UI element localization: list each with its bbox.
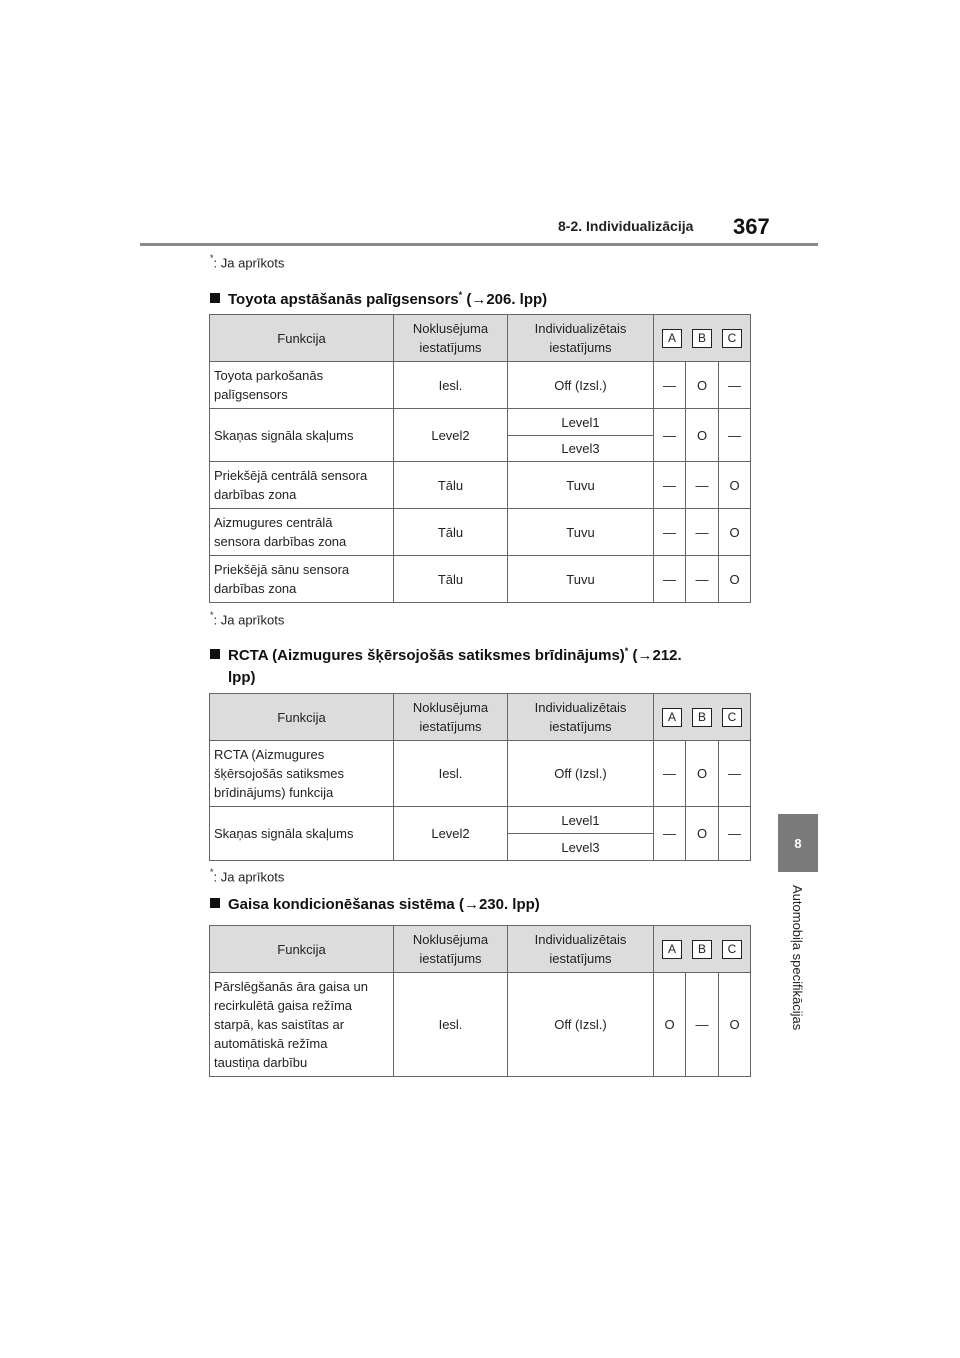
cell-a: — <box>654 807 686 861</box>
header-function: Funkcija <box>210 315 394 362</box>
cell-b: — <box>686 462 719 509</box>
cell-custom: Off (Izsl.) <box>508 362 654 409</box>
cell-default: Tālu <box>394 462 508 509</box>
cell-a: — <box>654 556 686 603</box>
header-default: Noklusējuma iestatījums <box>394 315 508 362</box>
badge-b: B <box>692 940 712 959</box>
table-row <box>210 973 751 1077</box>
cell-a: — <box>654 741 686 807</box>
table-row <box>210 556 751 603</box>
cell-custom: Level3 <box>508 834 654 861</box>
header-abc <box>654 926 751 973</box>
footnote: *: Ja aprīkots <box>210 253 285 271</box>
cell-b: — <box>686 556 719 603</box>
footnote-text: Ja aprīkots <box>220 612 285 628</box>
footnote-text: Ja aprīkots <box>220 255 285 271</box>
cell-function: Toyota parkošanās palīgsensors <box>210 362 394 409</box>
section-title-text: Toyota apstāšanās palīgsensors <box>228 291 459 308</box>
page-reference: (→230. lpp) <box>458 896 540 913</box>
table-row <box>210 807 751 834</box>
chapter-tab <box>778 814 818 872</box>
header-function: Funkcija <box>210 694 394 741</box>
badge-c: C <box>722 329 742 348</box>
page-reference: (→206. lpp) <box>466 291 548 308</box>
cell-custom: Off (Izsl.) <box>508 741 654 807</box>
cell-b: O <box>686 362 719 409</box>
cell-default: Tālu <box>394 556 508 603</box>
badge-a: A <box>662 708 682 727</box>
section-title: Toyota apstāšanās palīgsensors* (→206. lpp) <box>210 284 750 311</box>
cell-default: Iesl. <box>394 973 508 1077</box>
badge-a: A <box>662 329 682 348</box>
cell-c: — <box>719 807 751 861</box>
cell-b: O <box>686 807 719 861</box>
section-header: 8-2. Individualizācija <box>558 218 694 234</box>
cell-default: Tālu <box>394 509 508 556</box>
cell-function: Priekšējā sānu sensora darbības zona <box>210 556 394 603</box>
section-title-text: RCTA (Aizmugures šķērsojošās satiksmes brīdinājums) <box>228 647 625 664</box>
table-row <box>210 462 751 509</box>
cell-custom: Tuvu <box>508 509 654 556</box>
cell-function: Aizmugures centrālā sensora darbības zona <box>210 509 394 556</box>
header-abc <box>654 315 751 362</box>
cell-a: — <box>654 409 686 462</box>
cell-default: Level2 <box>394 409 508 462</box>
cell-custom: Tuvu <box>508 462 654 509</box>
cell-a: — <box>654 509 686 556</box>
settings-table <box>209 925 751 1077</box>
cell-c: — <box>719 362 751 409</box>
section-title: RCTA (Aizmugures šķērsojošās satiksmes brīdinājums)* (→212. lpp) <box>210 640 750 689</box>
badge-a: A <box>662 940 682 959</box>
table-row <box>210 741 751 807</box>
settings-table <box>209 314 751 603</box>
square-bullet-icon <box>210 649 220 659</box>
cell-function: Priekšējā centrālā sensora darbības zona <box>210 462 394 509</box>
table-row <box>210 362 751 409</box>
chapter-label: Automobiļa specifikācijas <box>790 885 805 1031</box>
cell-c: O <box>719 509 751 556</box>
header-abc <box>654 694 751 741</box>
cell-b: — <box>686 973 719 1077</box>
footnote: *: Ja aprīkots <box>210 867 285 885</box>
cell-b: O <box>686 409 719 462</box>
header-custom: Individualizētais iestatījums <box>508 694 654 741</box>
table-row <box>210 409 751 436</box>
header-function: Funkcija <box>210 926 394 973</box>
cell-a: — <box>654 362 686 409</box>
cell-a: O <box>654 973 686 1077</box>
cell-custom: Level1 <box>508 807 654 834</box>
cell-c: — <box>719 409 751 462</box>
header-custom: Individualizētais iestatījums <box>508 315 654 362</box>
cell-a: — <box>654 462 686 509</box>
cell-default: Iesl. <box>394 741 508 807</box>
cell-custom: Level1 <box>508 409 654 436</box>
header-rule <box>140 243 818 246</box>
cell-custom: Level3 <box>508 436 654 462</box>
page-reference: (→212. <box>632 647 682 664</box>
badge-c: C <box>722 708 742 727</box>
cell-function: Pārslēgšanās āra gaisa un recirkulētā gaisa režīma starpā, kas saistītas ar automātiskā režīma taustiņa darbību <box>210 973 394 1077</box>
header-default: Noklusējuma iestatījums <box>394 694 508 741</box>
cell-function: RCTA (Aizmugures šķērsojošās satiksmes brīdinājums) funkcija <box>210 741 394 807</box>
cell-c: O <box>719 462 751 509</box>
footnote: *: Ja aprīkots <box>210 610 285 628</box>
cell-function: Skaņas signāla skaļums <box>210 409 394 462</box>
section-title-text: Gaisa kondicionēšanas sistēma <box>228 896 455 913</box>
chapter-number: 8 <box>794 835 802 851</box>
table-header-row <box>210 315 751 362</box>
cell-b: O <box>686 741 719 807</box>
table-row <box>210 509 751 556</box>
cell-c: O <box>719 973 751 1077</box>
badge-b: B <box>692 329 712 348</box>
settings-table <box>209 693 751 861</box>
cell-c: O <box>719 556 751 603</box>
cell-b: — <box>686 509 719 556</box>
table-header-row <box>210 926 751 973</box>
page-number: 367 <box>733 214 770 239</box>
header-default: Noklusējuma iestatījums <box>394 926 508 973</box>
cell-custom: Tuvu <box>508 556 654 603</box>
square-bullet-icon <box>210 898 220 908</box>
cell-default: Level2 <box>394 807 508 861</box>
table-header-row <box>210 694 751 741</box>
square-bullet-icon <box>210 293 220 303</box>
section-title-text: lpp) <box>228 669 256 686</box>
section-title <box>210 894 750 916</box>
footnote-text: Ja aprīkots <box>220 869 285 885</box>
badge-b: B <box>692 708 712 727</box>
badge-c: C <box>722 940 742 959</box>
cell-c: — <box>719 741 751 807</box>
cell-function: Skaņas signāla skaļums <box>210 807 394 861</box>
header-custom: Individualizētais iestatījums <box>508 926 654 973</box>
cell-custom: Off (Izsl.) <box>508 973 654 1077</box>
cell-default: Iesl. <box>394 362 508 409</box>
